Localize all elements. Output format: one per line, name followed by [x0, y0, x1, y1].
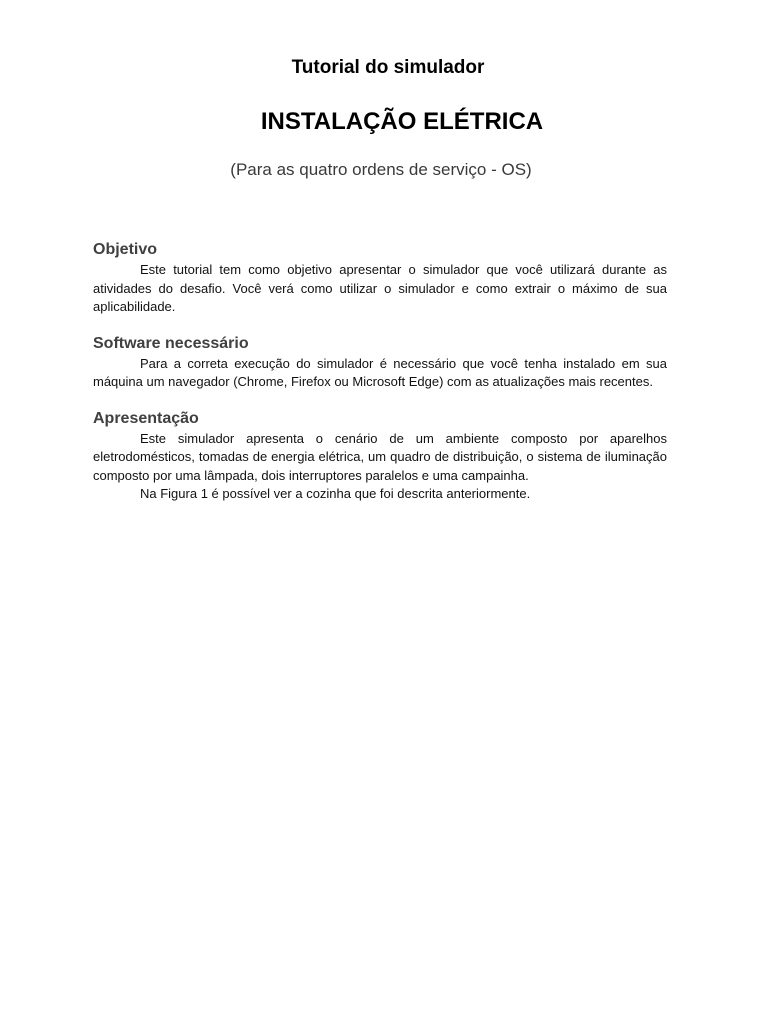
section-objetivo [93, 239, 667, 317]
section-heading: Objetivo [93, 241, 158, 258]
section-paragraph: Para a correta execução do simulador é necessário que você tenha instalado em sua máquina um navegador (Chrome, Firefox ou Microsoft Edge) com as atualizações mais recentes. [93, 355, 667, 389]
section-heading: Software necessário [93, 334, 249, 352]
document-subtitle: (Para as quatro ordens de serviço - OS) [230, 160, 532, 179]
section-software-necessario [93, 333, 667, 392]
document-main-title: INSTALAÇÃO ELÉTRICA [260, 108, 544, 135]
document-body [93, 239, 667, 504]
section-paragraph: Na Figura 1 é possível ver a cozinha que foi descrita anteriormente. [140, 486, 531, 501]
document-title: Tutorial do simulador [291, 57, 485, 78]
section-heading: Apresentação [93, 409, 199, 427]
section-paragraph: Este simulador apresenta o cenário de um ambiente composto por aparelhos eletrodomésticos, tomadas de energia elétrica, um quadro de distribuição, o sistema de iluminação composto por uma lâmpada, dois interruptores paralelos e uma campainha. [93, 430, 667, 483]
section-apresentacao [93, 408, 667, 504]
section-paragraph: Este tutorial tem como objetivo apresentar o simulador que você utilizará durante as atividades do desafio. Você verá como utilizar o simulador e como extrair o máximo de sua aplicabilidade. [93, 262, 667, 314]
